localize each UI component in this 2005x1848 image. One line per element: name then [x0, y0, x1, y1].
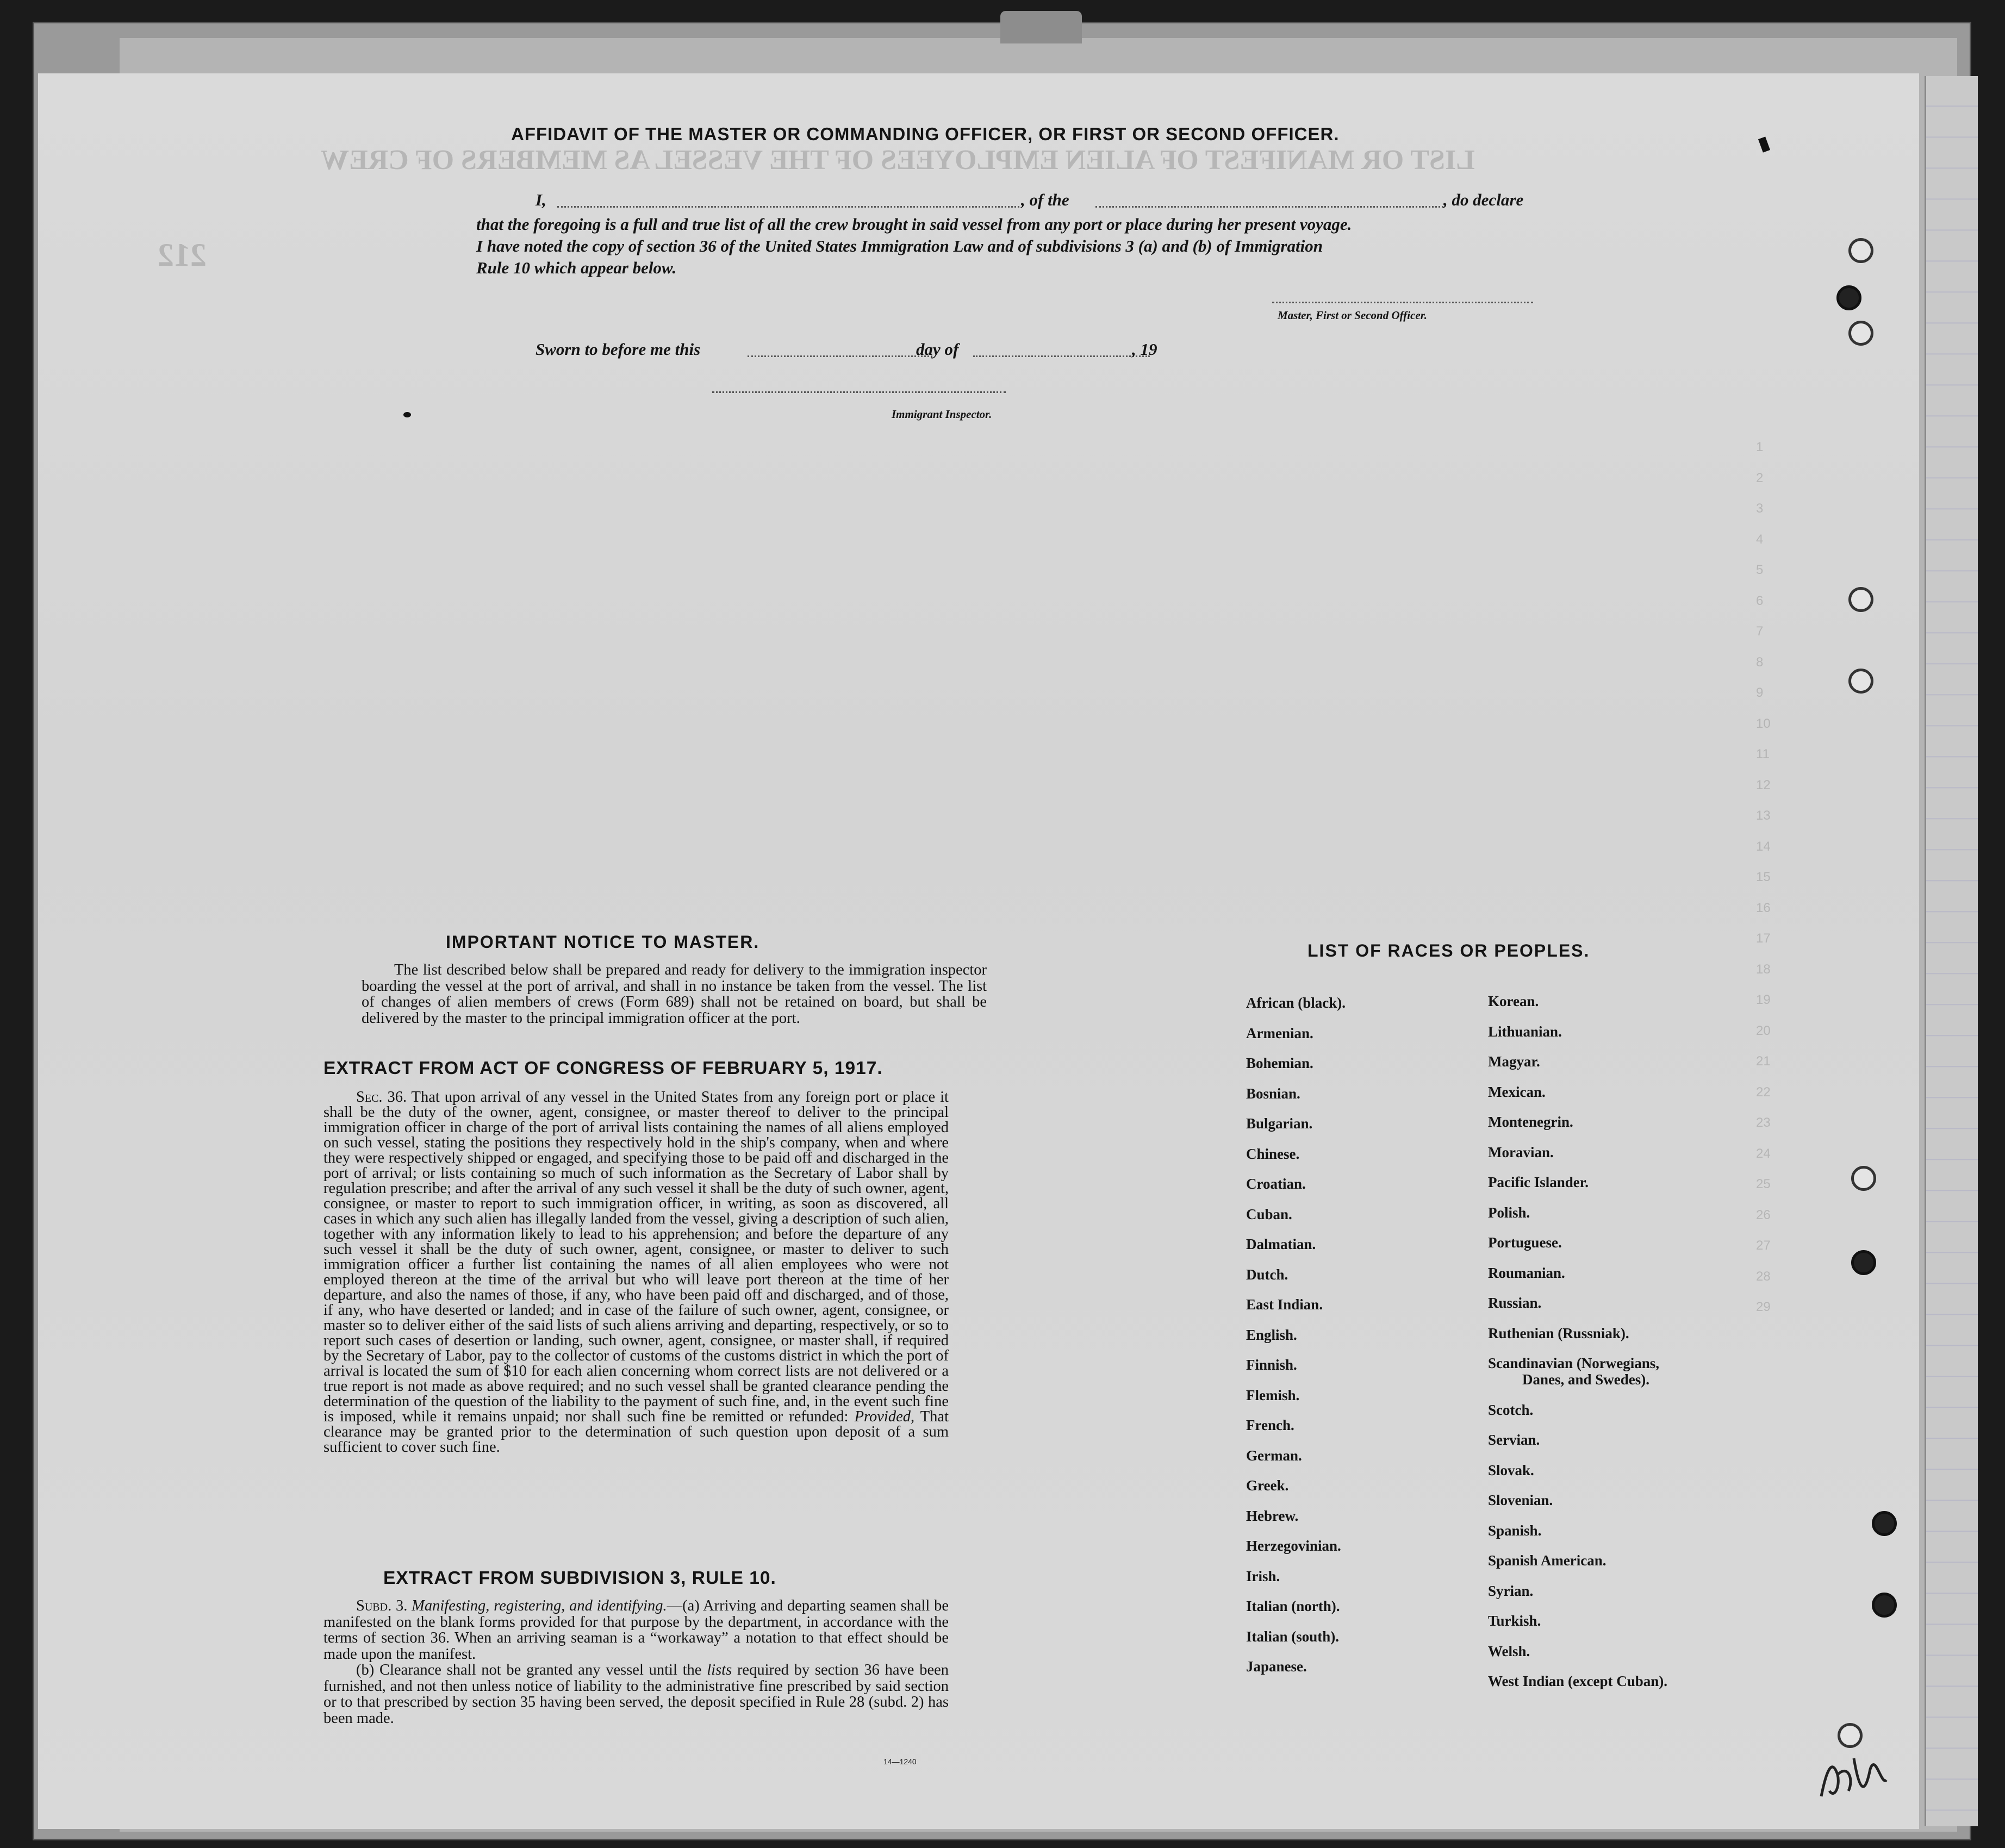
race-item: Dutch. — [1246, 1266, 1288, 1283]
sworn-prefix: Sworn to before me this — [536, 340, 701, 359]
subdivision-a — [323, 1598, 949, 1662]
race-item: Greek. — [1246, 1477, 1289, 1494]
ink-mark — [403, 412, 411, 417]
race-item: Magyar. — [1488, 1053, 1540, 1070]
inspector-signature-label: Immigrant Inspector. — [892, 408, 992, 421]
punch-hole — [1848, 587, 1873, 612]
race-item: Dalmatian. — [1246, 1236, 1316, 1252]
race-item: African (black). — [1246, 995, 1346, 1011]
notice-title: IMPORTANT NOTICE TO MASTER. — [446, 932, 760, 952]
form-number: 14—1240 — [883, 1757, 917, 1766]
para-b-lists: lists — [707, 1662, 732, 1678]
punch-hole — [1838, 1723, 1863, 1748]
adjacent-page-strip — [1925, 76, 1978, 1826]
affidavit-title: AFFIDAVIT OF THE MASTER OR COMMANDING OFFICER, OR FIRST OR SECOND OFFICER. — [511, 124, 1340, 144]
sworn-year-label: , 19 — [1132, 340, 1157, 359]
rule-extract-title: EXTRACT FROM SUBDIVISION 3, RULE 10. — [383, 1568, 776, 1588]
sworn-day-label: day of — [916, 340, 959, 359]
race-item: Polish. — [1488, 1204, 1530, 1221]
para-b-prefix: (b) Clearance shall not be granted any vessel until the — [356, 1662, 702, 1678]
handwritten-initials — [1816, 1747, 1892, 1807]
race-item: Spanish American. — [1488, 1552, 1607, 1569]
race-item: Mexican. — [1488, 1083, 1546, 1100]
race-item: Scotch. — [1488, 1401, 1534, 1418]
race-item: Lithuanian. — [1488, 1023, 1562, 1040]
section-label: Sec. 36. — [356, 1089, 407, 1106]
race-item: English. — [1246, 1326, 1297, 1343]
affidavit-line-2: that the foregoing is a full and true list of all the crew brought in said vessel from any port or place during her present voyage. — [476, 215, 1352, 234]
bleed-through-row-numbers: 1 2 3 4 5 6 7 8 9 10 11 12 13 14 15 16 17 18 19 20 21 22 23 24 25 26 27 28 29 — [1756, 440, 1771, 1314]
subdivision-b — [323, 1662, 949, 1726]
punch-hole — [1872, 1511, 1897, 1536]
race-item: Spanish. — [1488, 1522, 1542, 1539]
rule-extract-body — [323, 1598, 949, 1726]
document-page — [38, 73, 1919, 1829]
sworn-month-field[interactable] — [973, 355, 1150, 357]
race-item: Flemish. — [1246, 1387, 1300, 1403]
race-item: Hebrew. — [1246, 1507, 1299, 1524]
punch-hole — [1851, 1250, 1876, 1275]
race-item: Cuban. — [1246, 1206, 1292, 1222]
punch-hole — [1848, 321, 1873, 346]
race-item: Bosnian. — [1246, 1085, 1300, 1102]
bleed-through-title: LIST OR MANIFEST OF ALIEN EMPLOYEES OF THE VESSEL AS MEMBERS OF CREW — [321, 145, 1475, 176]
race-item: Bulgarian. — [1246, 1115, 1313, 1132]
race-item: Ruthenian (Russniak). — [1488, 1325, 1629, 1341]
race-item: Japanese. — [1246, 1658, 1307, 1675]
race-item: Herzegovinian. — [1246, 1538, 1341, 1554]
race-item: West Indian (except Cuban). — [1488, 1673, 1668, 1689]
race-item: Chinese. — [1246, 1145, 1300, 1162]
punch-hole — [1848, 238, 1873, 263]
proviso-label: Provided, — [854, 1408, 915, 1425]
race-item: Irish. — [1246, 1568, 1280, 1584]
declarant-name-field[interactable] — [557, 206, 1019, 208]
sworn-date-field[interactable] — [748, 355, 932, 357]
race-item: Portuguese. — [1488, 1234, 1562, 1251]
race-item: German. — [1246, 1447, 1302, 1464]
race-item: East Indian. — [1246, 1296, 1323, 1313]
act-extract-body — [323, 1090, 949, 1455]
race-item: Croatian. — [1246, 1176, 1306, 1192]
race-item: Italian (north). — [1246, 1598, 1340, 1614]
races-title: LIST OF RACES OR PEOPLES. — [1307, 941, 1590, 960]
race-item: Roumanian. — [1488, 1264, 1565, 1281]
race-item: Scandinavian (Norwegians, — [1488, 1355, 1660, 1371]
ink-mark — [1758, 136, 1770, 152]
race-item: Armenian. — [1246, 1025, 1313, 1041]
race-item: Slovenian. — [1488, 1492, 1553, 1508]
vessel-name-field[interactable] — [1095, 206, 1443, 208]
subd-label: Subd. 3. — [356, 1597, 408, 1614]
section-36-text: That upon arrival of any vessel in the United States from any foreign port or place it shall be the duty of the owner, agent, consignee, or master thereof to deliver to the principal immigration officer in charge of the port of arrival lists containing the names of all aliens employed on such vessel, stating the positions they respectively hold in the ship's company, when and where they were respectively shipped or engaged, and specifying those to be paid off and discharged in the port of arrival; or lists containing so much of such information as the Secretary of Labor shall by regulation prescribe; and after the arrival of any such vessel it shall be the duty of such owner, agent, consignee, or master to report to such immigration officer, in writing, as soon as discovered, all cases in which any such alien has illegally landed from the vessel, giving a description of such alien, together with any information likely to lead to his apprehension; and before the departure of any such vessel it shall be the duty of such owner, agent, consignee, or master to deliver to such immigration officer a further list containing the names of all alien employees who were not employed thereon at the time of the arrival but who will leave port thereon at the time of her departure, and also the names of those, if any, who have been paid off and discharged, and of those, if any, who have deserted or landed; and in case of the failure of such owner, agent, consignee, or master so to deliver either of the said lists of such aliens arriving and departing, respectively, or so to report such cases of desertion or landing, such owner, agent, consignee, or master shall, if required by the Secretary of Labor, pay to the collector of customs of the customs district in which the port of arrival is located the sum of $10 for each alien concerning whom correct lists are not delivered or a true report is not made as above required; and no such vessel shall be granted clearance pending the determination of the question of the liability to the payment of such fine, and, in the event such fine is imposed, while it remains unpaid; nor shall such fine be remitted or refunded: — [323, 1089, 949, 1425]
master-signature-label: Master, First or Second Officer. — [1278, 309, 1427, 322]
notice-body: The list described below shall be prepared and ready for delivery to the immigration inspector boarding the vessel at the port of arrival, and shall in no instance be taken from the vessel. The list of changes of alien members of crews (Form 689) shall not be retained on board, but shall be delivered by the master to the principal immigration officer at the port. — [362, 962, 987, 1027]
race-item: Moravian. — [1488, 1144, 1554, 1160]
race-item: Korean. — [1488, 993, 1539, 1009]
race-item: Montenegrin. — [1488, 1114, 1573, 1130]
race-item: Turkish. — [1488, 1613, 1541, 1629]
folder-tab — [1000, 11, 1082, 43]
proviso-text: That clearance may be granted prior to the determination of such question upon deposit of a sum sufficient to cover such fine. — [323, 1408, 949, 1456]
race-item: Syrian. — [1488, 1582, 1534, 1599]
vessel-prefix: , of the — [1021, 190, 1069, 209]
race-item: Pacific Islander. — [1488, 1174, 1589, 1190]
para-b-rest: required by section 36 have been furnished, and not then unless notice of liability to the administrative fine prescribed by said section or to that prescribed by section 35 having been served, the deposit specified in Rule 28 (subd. 2) has been made. — [323, 1662, 949, 1727]
punch-hole — [1851, 1166, 1876, 1191]
declarant-prefix: I, — [536, 190, 546, 209]
inspector-signature-field[interactable] — [712, 391, 1006, 393]
race-item: Finnish. — [1246, 1357, 1297, 1373]
punch-hole — [1872, 1593, 1897, 1618]
declare-suffix: , do declare — [1443, 190, 1524, 209]
race-item: Russian. — [1488, 1295, 1542, 1311]
race-item: Slovak. — [1488, 1462, 1534, 1478]
bleed-through-number: 212 — [158, 237, 207, 273]
master-signature-field[interactable] — [1272, 302, 1533, 303]
affidavit-line-3: I have noted the copy of section 36 of the United States Immigration Law and of subdivisions 3 (a) and (b) of Immigration — [476, 236, 1323, 255]
affidavit-line-4: Rule 10 which appear below. — [476, 258, 677, 277]
race-item: Danes, and Swedes). — [1522, 1371, 1650, 1388]
race-item: Italian (south). — [1246, 1628, 1340, 1645]
race-item: French. — [1246, 1417, 1294, 1433]
para-a-text: —(a) Arriving and departing seamen shall be manifested on the blank forms provided for that purpose by the department, in accordance with the terms of section 36. When an arriving seaman is a “workaway” a notation to that effect should be made upon the manifest. — [323, 1597, 949, 1663]
punch-hole — [1836, 285, 1861, 310]
act-extract-title: EXTRACT FROM ACT OF CONGRESS OF FEBRUARY 5, 1917. — [323, 1058, 883, 1078]
race-item: Welsh. — [1488, 1643, 1530, 1659]
race-item: Servian. — [1488, 1432, 1540, 1448]
race-item: Bohemian. — [1246, 1055, 1313, 1071]
subd-heading: Manifesting, registering, and identifying. — [412, 1597, 667, 1614]
punch-hole — [1848, 669, 1873, 694]
